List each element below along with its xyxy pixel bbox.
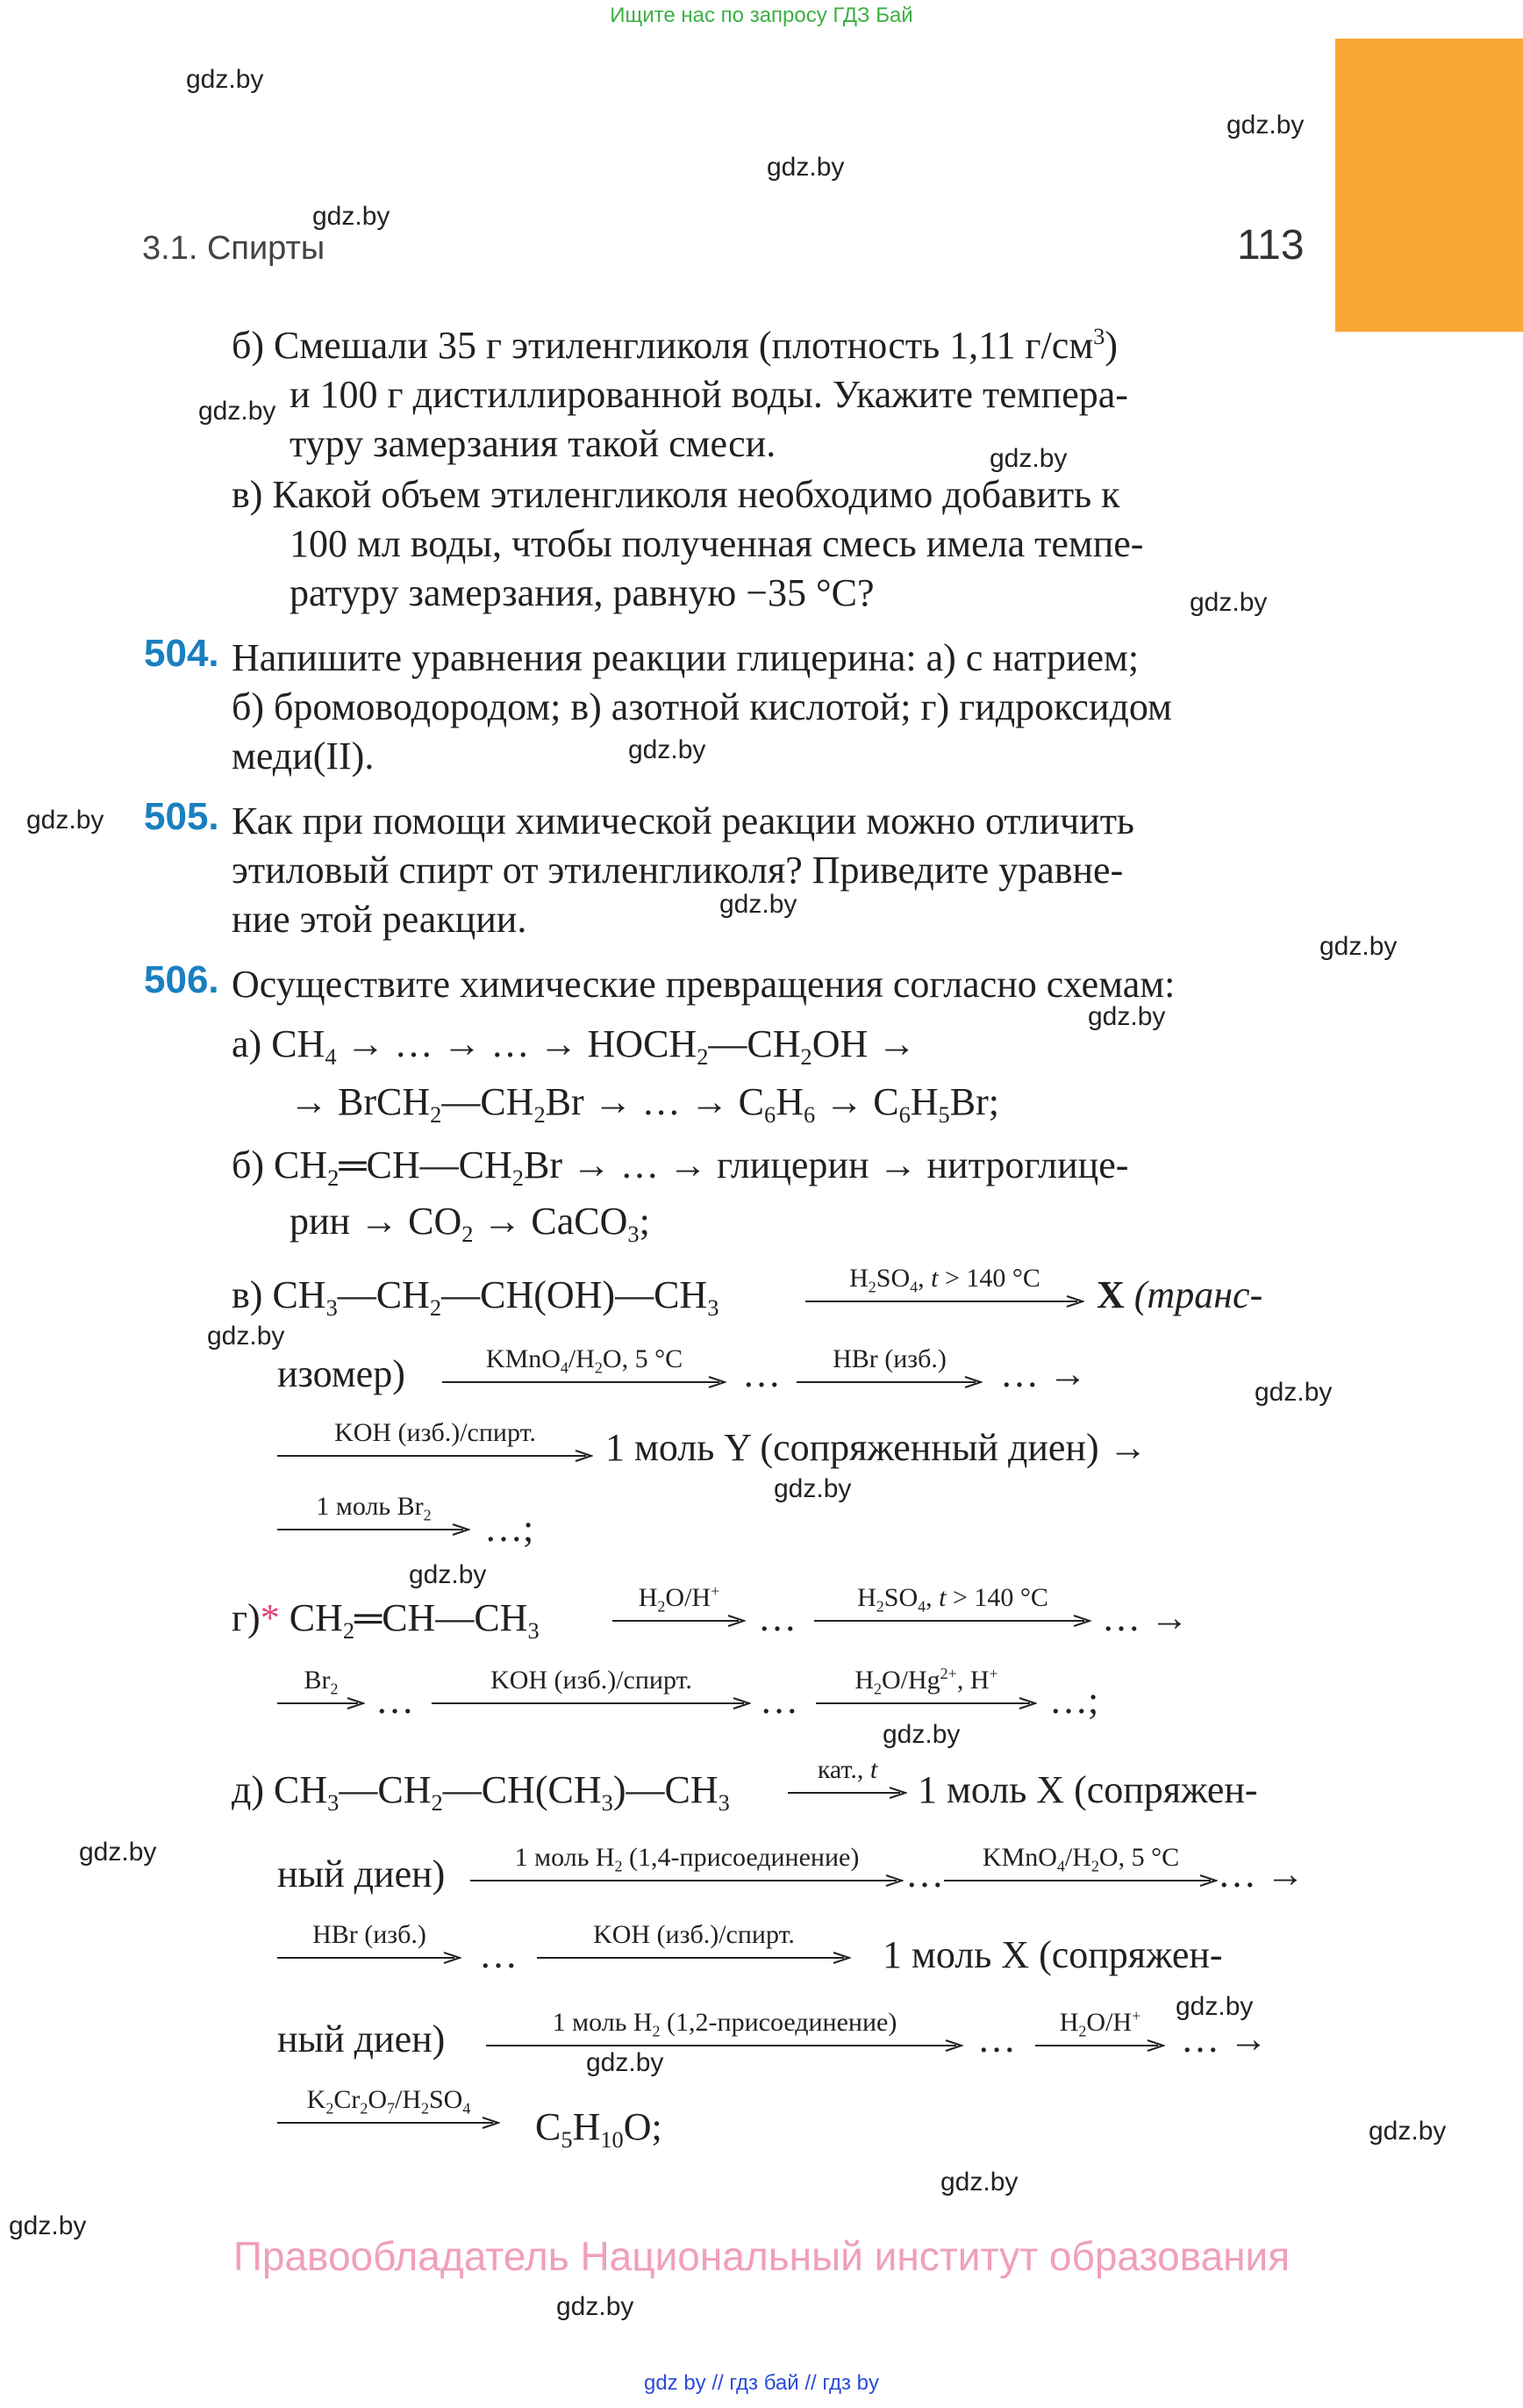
watermark: gdz.by xyxy=(719,890,797,919)
dots: … xyxy=(742,1352,781,1395)
watermark: gdz.by xyxy=(1319,932,1398,961)
watermark: gdz.by xyxy=(1088,1002,1166,1031)
arrow-shaft xyxy=(277,1450,593,1462)
arrow-shaft xyxy=(537,1952,851,1964)
arrow-h2-14: 1 моль $H_2$ (1,4-присоединение) xyxy=(470,1874,904,1887)
watermark: gdz.by xyxy=(312,202,390,231)
dots-semicolon: …; xyxy=(484,1507,534,1550)
arrow-h2so4: $H_2SO_4$, t > 140 °C xyxy=(805,1295,1084,1308)
arrow-hg: $H_2O/Hg^{2+}$, H+ xyxy=(816,1697,1037,1709)
watermark: gdz.by xyxy=(207,1322,285,1351)
task-505-line1: Как при помощи химической реакции можно отличить xyxy=(232,799,1134,842)
arrow-br2: $Br_2$ xyxy=(277,1697,365,1709)
dots: … xyxy=(479,1933,518,1976)
task-504-line1: Напишите уравнения реакции глицерина: а) с натрием; xyxy=(232,636,1140,679)
arrow-shaft xyxy=(442,1376,726,1388)
watermark: gdz.by xyxy=(79,1838,157,1867)
watermark: gdz.by xyxy=(26,806,104,835)
arrow-br2-1mol: 1 моль $Br_2$ xyxy=(277,1523,470,1536)
dots-semicolon: …; xyxy=(1049,1679,1099,1722)
arrow-shaft xyxy=(277,2117,500,2129)
section-title: 3.1. Спирты xyxy=(142,230,325,267)
watermark: gdz.by xyxy=(9,2211,87,2240)
scheme-v-line1: в) $CH_3—CH_2—CH(OH)—CH_3$ xyxy=(232,1273,719,1322)
scheme-d-dots-arrow-2: … → xyxy=(1181,2017,1268,2060)
dots: … xyxy=(758,1596,797,1639)
arrow-h2o-h: $H_2O/H^+$ xyxy=(612,1615,746,1627)
task-number: 505. xyxy=(144,795,219,838)
task-505-line3: ние этой реакции. xyxy=(232,898,527,941)
watermark: gdz.by xyxy=(556,2292,634,2321)
watermark: gdz.by xyxy=(409,1560,487,1589)
scheme-a-line2: → $BrCH_2—CH_2Br$ → … → $C_6H_6 \to C_6H_5Br$; xyxy=(290,1080,999,1129)
watermark: gdz.by xyxy=(774,1474,852,1503)
arrow-shaft xyxy=(797,1376,983,1388)
arrow-shaft xyxy=(788,1787,907,1799)
dots: … xyxy=(760,1679,798,1722)
task-504-line3: меди(II). xyxy=(232,735,375,778)
scheme-v-mol-y: 1 моль Y (сопряженный диен) → xyxy=(605,1426,1148,1469)
watermark: gdz.by xyxy=(1190,588,1268,617)
watermark: gdz.by xyxy=(940,2168,1019,2197)
arrow-kmno4: $KMnO_4/H_2O$, 5 °C xyxy=(442,1376,726,1388)
star-mark: * xyxy=(260,1596,280,1639)
scheme-v-x-trans: X (транс- xyxy=(1097,1273,1263,1316)
task-506-intro: Осуществите химические превращения согласно схемам: xyxy=(232,963,1176,1006)
scheme-d-line1: д) $CH_3—CH_2—CH(CH_3)—CH_3$ xyxy=(232,1768,730,1817)
page-number: 113 xyxy=(1237,222,1305,269)
watermark: gdz.by xyxy=(1176,1992,1254,2021)
scheme-d-mol-x-2: 1 моль X (сопряжен- xyxy=(883,1933,1223,1976)
task-number: 504. xyxy=(144,632,219,675)
arrow-koh: KOH (изб.)/спирт. xyxy=(277,1450,593,1462)
arrow-koh-d: KOH (изб.)/спирт. xyxy=(537,1952,851,1964)
scheme-d-final-formula: $C_5H_{10}O$; xyxy=(535,2105,662,2154)
dots: … xyxy=(977,2017,1016,2060)
arrow-shaft xyxy=(277,1952,461,1964)
scheme-v-dots-arrow: … → xyxy=(1000,1352,1087,1395)
dots: … xyxy=(375,1679,414,1722)
scheme-v-isomer: изомер) xyxy=(277,1352,405,1395)
arrow-shaft xyxy=(486,2039,963,2052)
scheme-d-dots-arrow: … → xyxy=(1218,1853,1305,1896)
task-503-b-line3: туру замерзания такой смеси. xyxy=(290,422,776,465)
top-search-hint[interactable]: Ищите нас по запросу ГДЗ Бай xyxy=(610,4,913,27)
page-edge-tab xyxy=(1335,39,1523,332)
arrow-shaft xyxy=(944,1874,1218,1887)
arrow-shaft xyxy=(432,1697,751,1709)
footer-links[interactable]: gdz by // гдз бай // гдз by xyxy=(643,2371,880,2395)
scheme-g-dots-arrow: … → xyxy=(1102,1596,1189,1639)
watermark: gdz.by xyxy=(198,397,276,426)
task-503-v-line1: в) Какой объем этиленгликоля необходимо добавить к xyxy=(232,473,1120,516)
watermark: gdz.by xyxy=(1369,2117,1447,2146)
task-503-v-line2: 100 мл воды, чтобы полученная смесь имела темпе- xyxy=(290,522,1144,565)
watermark: gdz.by xyxy=(628,735,706,764)
scheme-b-line1: б) $CH_2═CH—CH_2Br$ → … → глицерин → нитроглице- xyxy=(232,1143,1129,1192)
watermark: gdz.by xyxy=(883,1720,961,1749)
arrow-shaft xyxy=(612,1615,746,1627)
watermark: gdz.by xyxy=(990,444,1068,473)
arrow-h2so4-g: $H_2SO_4$, t > 140 °C xyxy=(814,1615,1091,1627)
arrow-k2cr2o7: $K_2Cr_2O_7/H_2SO_4$ xyxy=(277,2117,500,2129)
arrow-shaft xyxy=(814,1615,1091,1627)
arrow-h2o-h-d: $H_2O/H^+$ xyxy=(1035,2039,1165,2052)
watermark: gdz.by xyxy=(586,2048,664,2077)
arrow-shaft xyxy=(470,1874,904,1887)
task-505-line2: этиловый спирт от этиленгликоля? Приведите уравне- xyxy=(232,849,1124,892)
copyright-holder: Правообладатель Национальный институт образования xyxy=(232,2233,1291,2279)
arrow-shaft xyxy=(1035,2039,1165,2052)
arrow-shaft xyxy=(277,1697,365,1709)
scheme-d-diene: ный диен) xyxy=(277,1853,446,1896)
watermark: gdz.by xyxy=(186,65,264,94)
watermark: gdz.by xyxy=(767,153,845,182)
arrow-kat: кат., t xyxy=(788,1787,907,1799)
arrow-shaft xyxy=(277,1523,470,1536)
arrow-kmno4-d: $KMnO_4/H_2O$, 5 °C xyxy=(944,1874,1218,1887)
scheme-b-line2: рин → $CO_2$ → CaCO$_3$; xyxy=(290,1200,650,1248)
arrow-h2-12: 1 моль $H_2$ (1,2-присоединение) xyxy=(486,2039,963,2052)
task-503-b-line2: и 100 г дистиллированной воды. Укажите темпера- xyxy=(290,373,1128,416)
arrow-koh-g: KOH (изб.)/спирт. xyxy=(432,1697,751,1709)
scheme-d-diene-2: ный диен) xyxy=(277,2017,446,2060)
arrow-hbr-d: HBr (изб.) xyxy=(277,1952,461,1964)
task-504-line2: б) бромоводородом; в) азотной кислотой; г) гидроксидом xyxy=(232,685,1172,728)
watermark: gdz.by xyxy=(1255,1378,1333,1407)
task-503-b-line1: б) Смешали 35 г этиленгликоля (плотность 1,11 $г/см^3$) xyxy=(232,323,1119,367)
task-number: 506. xyxy=(144,958,219,1001)
watermark: gdz.by xyxy=(1226,111,1305,140)
arrow-shaft xyxy=(816,1697,1037,1709)
dots: … xyxy=(905,1853,944,1896)
scheme-g-line1: г)* $CH_2═CH—CH_3$ xyxy=(232,1596,540,1645)
task-503-v-line3: ратуру замерзания, равную −35 °С? xyxy=(290,571,875,614)
scheme-a-line1: а) $CH_4$ → … → … → $HOCH_2—CH_2OH$ → xyxy=(232,1022,917,1071)
arrow-shaft xyxy=(805,1295,1084,1308)
scheme-d-mol-x: 1 моль X (сопряжен- xyxy=(918,1768,1258,1811)
arrow-hbr: HBr (изб.) xyxy=(797,1376,983,1388)
